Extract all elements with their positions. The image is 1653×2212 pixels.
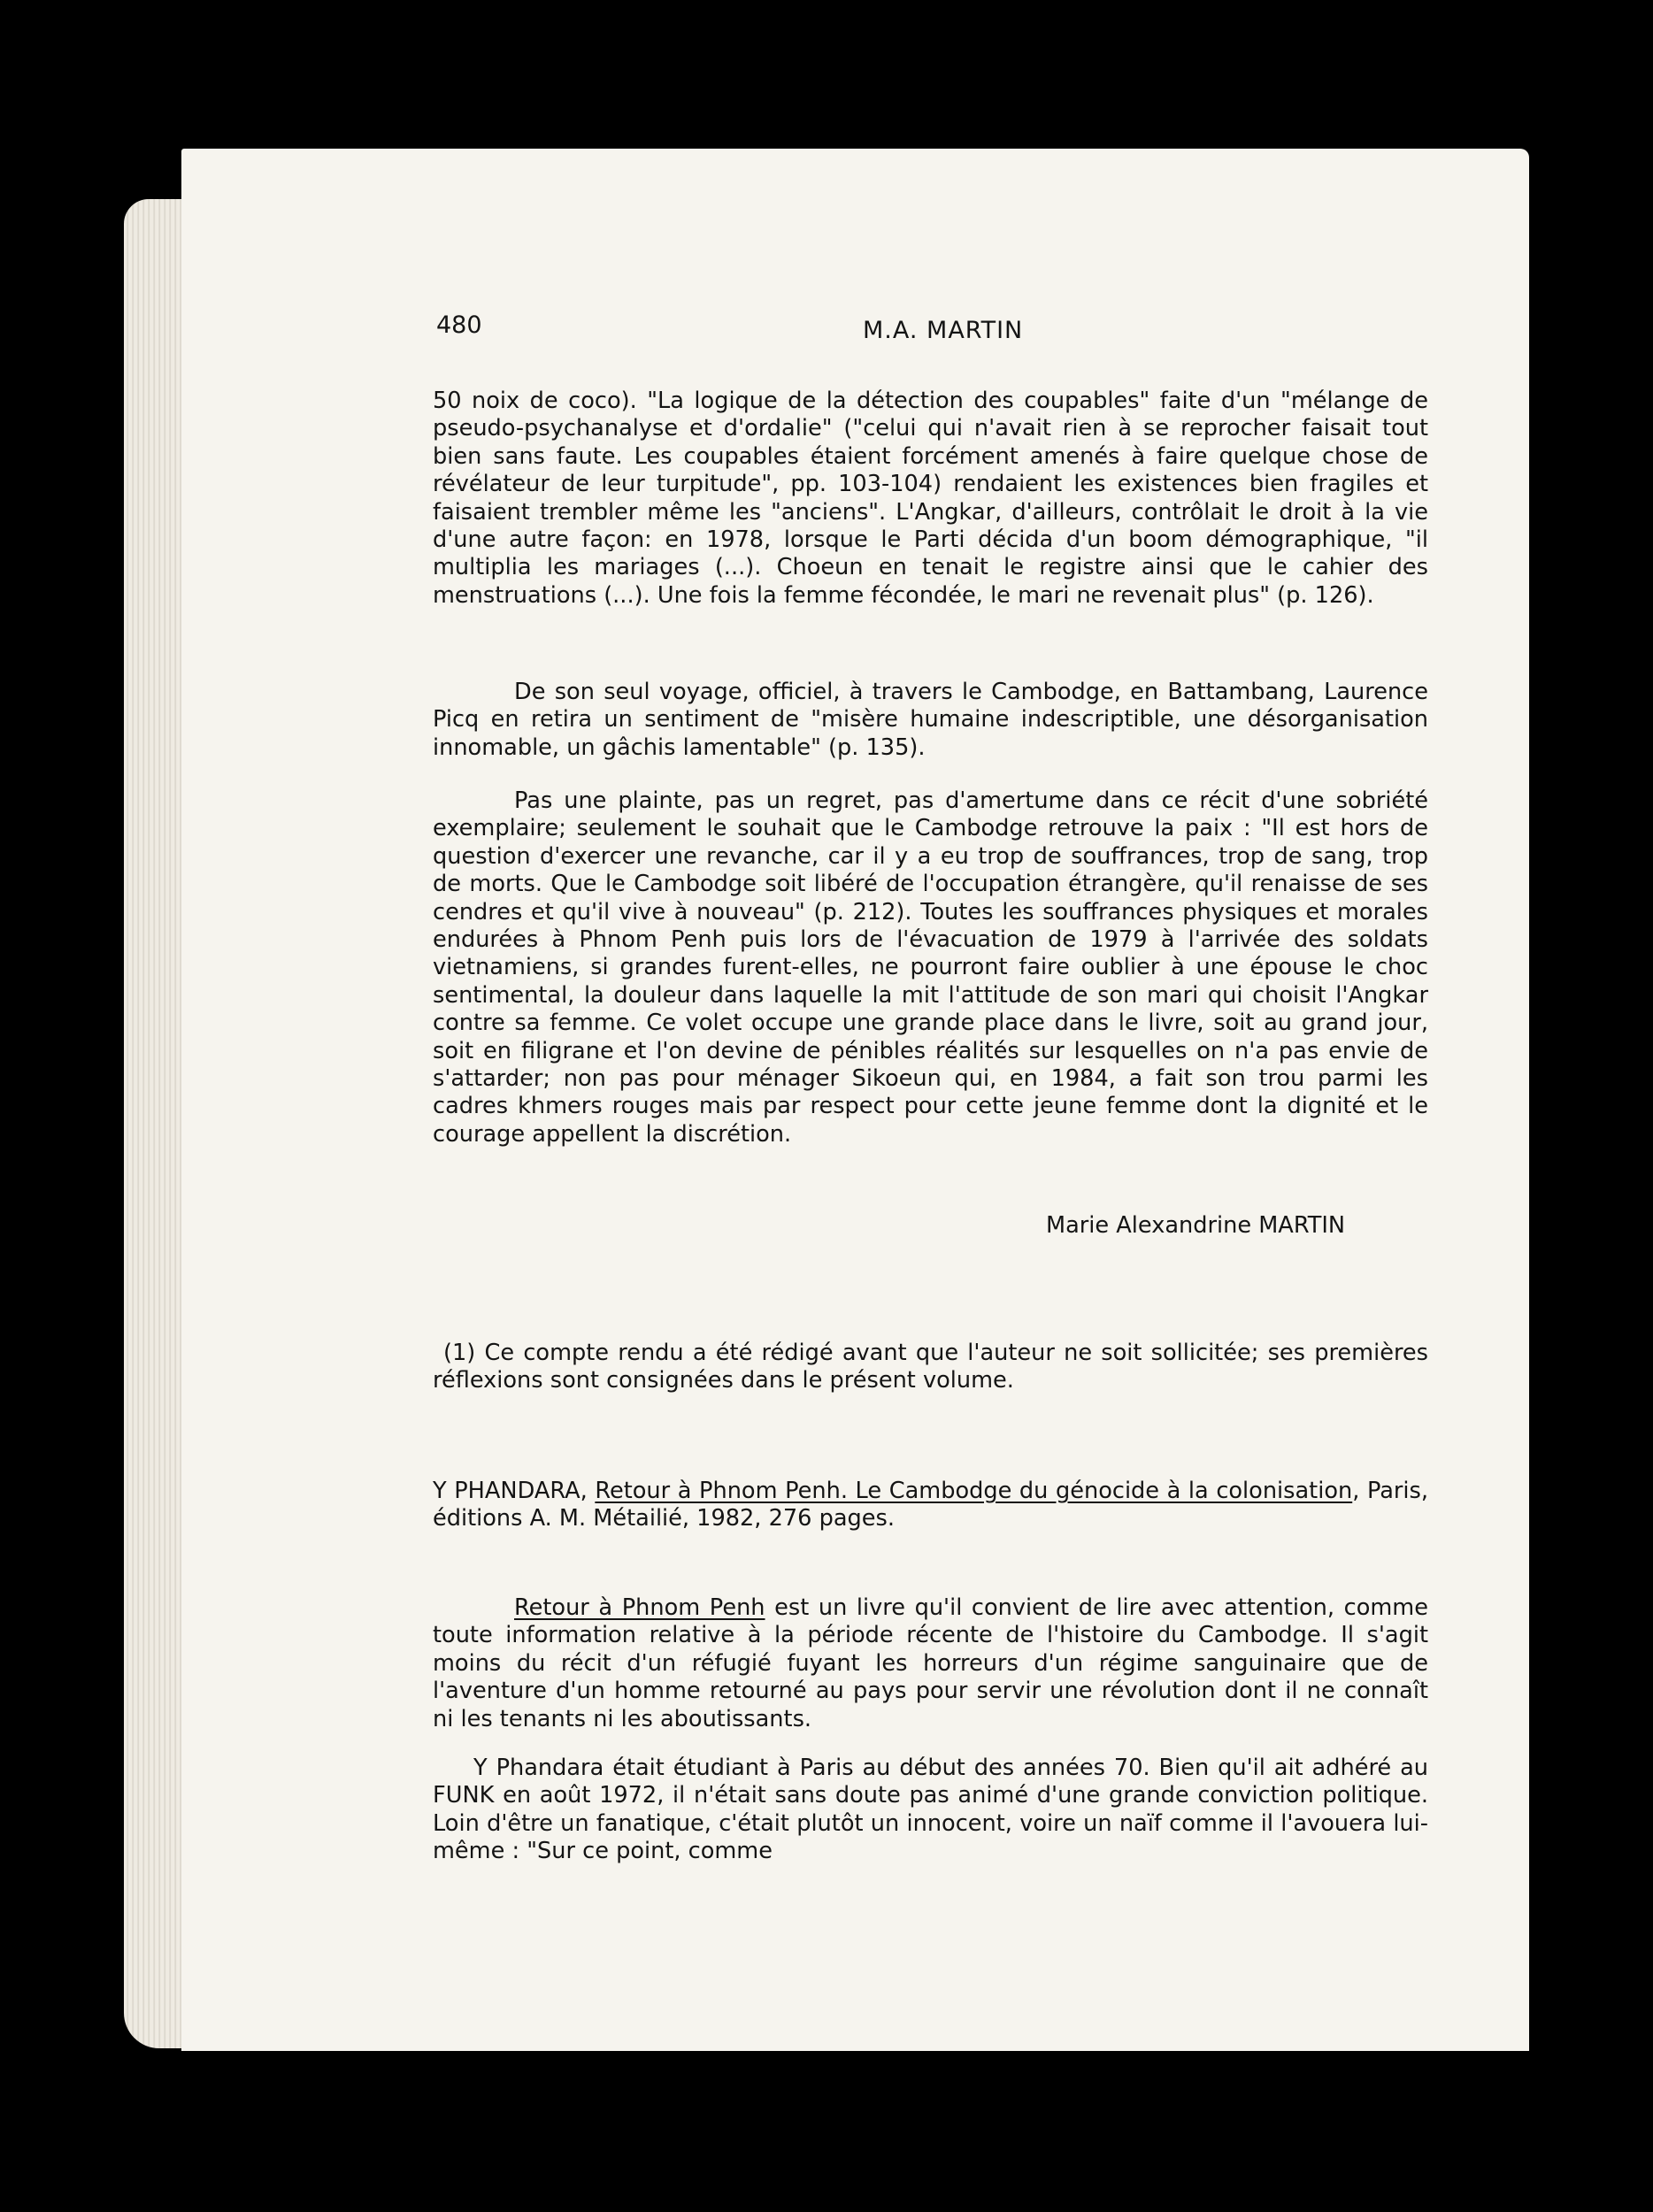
review1-paragraph-3: Pas une plainte, pas un regret, pas d'amertume dans ce récit d'une sobriété exemplaire; seulement le souhait que le Cambodge retrouve la paix : "Il est hors de question d'exercer une revanche, car il y a eu trop de souffrances, trop de sang, trop de morts. Que le Cambodge soit libéré de l'occupation étrangère, qu'il renaisse de ses cendres et qu'il vive à nouveau" (p. 212). Toutes les souffrances physiques et morales endurées à Phnom Penh puis lors de l'évacuation de 1979 à l'arrivée des soldats vietnamiens, si grandes furent-elles, ne pourront faire oublier à une épouse le choc sentimental, la douleur dans laquelle la mit l'attitude de son mari qui choisit l'Angkar contre sa femme. Ce volet occupe une grande place dans le livre, soit au grand jour, soit en filigrane et l'on devine de pénibles réalités sur lesquelles on n'a pas envie de s'attarder; non pas pour ménager Sikoeun qui, en 1984, a fait son trou parmi les cadres khmers rouges mais par respect pour cette jeune femme dont la dignité et le courage appellent la discrétion. bbox=[433, 787, 1428, 1148]
review2-paragraph-1 bbox=[433, 1594, 1428, 1733]
page-number: 480 bbox=[436, 311, 482, 339]
review2-paragraph-1-body: est un livre qu'il convient de lire avec attention, comme toute information relative à la période récente de l'histoire du Cambodge. Il s'agit moins du récit d'un réfugié fuyant les horreurs d'un régime sanguinaire que de l'aventure d'un homme retourné au pays pour servir une révolution dont il ne connaît ni les tenants ni les aboutissants. bbox=[433, 1594, 1428, 1732]
review2-paragraph-2: Y Phandara était étudiant à Paris au début des années 70. Bien qu'il ait adhéré au FUNK en août 1972, il n'était sans doute pas animé d'une grande conviction politique. Loin d'être un fanatique, c'était plutôt un innocent, voire un naïf comme il l'avouera lui-même : "Sur ce point, comme bbox=[433, 1755, 1428, 1865]
running-head: M.A. MARTIN bbox=[863, 317, 1024, 344]
review1-paragraph-2: De son seul voyage, officiel, à travers le Cambodge, en Battambang, Laurence Picq en retira un sentiment de "misère humaine indescriptible, une désorganisation innomable, un gâchis lamentable" (p. 135). bbox=[433, 679, 1428, 761]
review2-book-title: Retour à Phnom Penh. Le Cambodge du génocide à la colonisation bbox=[595, 1478, 1353, 1504]
footnote: (1) Ce compte rendu a été rédigé avant que l'auteur ne soit sollicitée; ses premières réflexions sont consignées dans le présent volume. bbox=[433, 1340, 1428, 1394]
review2-paragraph-1-title: Retour à Phnom Penh bbox=[514, 1594, 765, 1621]
review2-publication: , Paris, éditions A. M. Métailié, 1982, 276 pages. bbox=[433, 1478, 1429, 1532]
review1-paragraph-1: 50 noix de coco). "La logique de la détection des coupables" faite d'un "mélange de pseudo-psychanalyse et d'ordalie" ("celui qui n'avait rien à se reprocher faisait tout bien sans faute. Les coupables étaient forcément amenés à faire quelque chose de révélateur de leur turpitude", pp. 103-104) rendaient les existences bien fragiles et faisaient trembler même les "anciens". L'Angkar, d'ailleurs, contrôlait le droit à la vie d'une autre façon: en 1978, lorsque le Parti décida d'un boom démographique, "il multiplia les mariages (...). Choeun en tenait le registre ainsi que le cahier des menstruations (...). Une fois la femme fécondée, le mari ne revenait plus" (p. 126). bbox=[433, 388, 1428, 609]
review1-signature: Marie Alexandrine MARTIN bbox=[1046, 1212, 1346, 1239]
review2-citation bbox=[433, 1478, 1428, 1533]
review2-author: Y PHANDARA, bbox=[433, 1478, 588, 1504]
